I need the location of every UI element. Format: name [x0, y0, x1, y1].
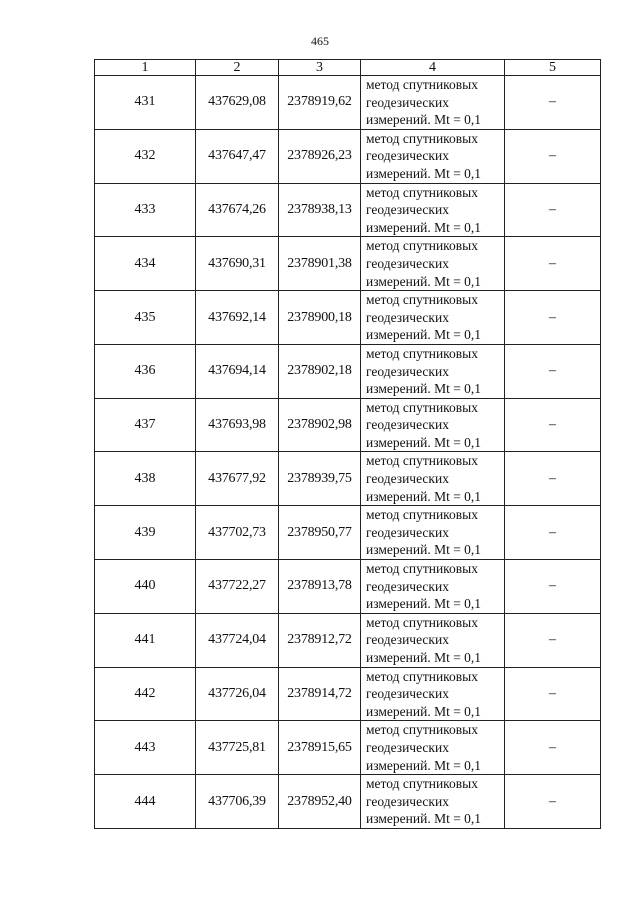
method-line: метод спутниковых: [366, 238, 478, 254]
method-line: геодезических: [366, 363, 449, 379]
method-cell: [361, 613, 505, 667]
y-coordinate-cell: 2378939,75: [279, 452, 361, 506]
table-row: [95, 667, 601, 721]
x-coordinate-cell: 437726,04: [196, 667, 279, 721]
x-coordinate-cell: 437647,47: [196, 129, 279, 183]
y-coordinate-cell: 2378915,65: [279, 721, 361, 775]
x-coordinate-cell: 437724,04: [196, 613, 279, 667]
column-header-3: 3: [279, 60, 361, 76]
note-cell: –: [505, 506, 601, 560]
x-coordinate-cell: 437690,31: [196, 237, 279, 291]
table-row: [95, 560, 601, 614]
method-line: геодезических: [366, 632, 449, 648]
method-cell: [361, 452, 505, 506]
table-header-row: [95, 60, 601, 76]
table-row: [95, 398, 601, 452]
method-line: измерений. Mt = 0,1: [366, 757, 482, 773]
note-cell: –: [505, 183, 601, 237]
table-row: [95, 76, 601, 130]
table-row: [95, 775, 601, 829]
point-number-cell: 438: [95, 452, 196, 506]
point-number-cell: 439: [95, 506, 196, 560]
method-line: геодезических: [366, 471, 449, 487]
method-line: метод спутниковых: [366, 77, 478, 92]
method-line: измерений. Mt = 0,1: [366, 596, 482, 612]
method-cell: [361, 560, 505, 614]
method-line: метод спутниковых: [366, 561, 478, 577]
x-coordinate-cell: 437725,81: [196, 721, 279, 775]
method-line: метод спутниковых: [366, 668, 478, 684]
table-row: [95, 183, 601, 237]
method-line: геодезических: [366, 309, 449, 325]
note-cell: –: [505, 398, 601, 452]
method-line: измерений. Mt = 0,1: [366, 381, 482, 397]
method-line: геодезических: [366, 255, 449, 271]
method-cell: [361, 183, 505, 237]
method-line: геодезических: [366, 524, 449, 540]
column-header-1: 1: [95, 60, 196, 76]
y-coordinate-cell: 2378900,18: [279, 291, 361, 345]
method-line: геодезических: [366, 202, 449, 218]
note-cell: –: [505, 452, 601, 506]
table-row: [95, 613, 601, 667]
y-coordinate-cell: 2378952,40: [279, 775, 361, 829]
y-coordinate-cell: 2378913,78: [279, 560, 361, 614]
point-number-cell: 435: [95, 291, 196, 345]
point-number-cell: 440: [95, 560, 196, 614]
method-line: геодезических: [366, 739, 449, 755]
method-cell: [361, 76, 505, 130]
note-cell: –: [505, 291, 601, 345]
point-number-cell: 443: [95, 721, 196, 775]
column-header-4: 4: [361, 60, 505, 76]
method-line: геодезических: [366, 417, 449, 433]
method-cell: [361, 506, 505, 560]
y-coordinate-cell: 2378914,72: [279, 667, 361, 721]
page-number: 465: [311, 34, 329, 48]
table-row: [95, 129, 601, 183]
method-line: метод спутниковых: [366, 292, 478, 308]
method-line: измерений. Mt = 0,1: [366, 327, 482, 343]
method-cell: [361, 398, 505, 452]
x-coordinate-cell: 437693,98: [196, 398, 279, 452]
x-coordinate-cell: 437694,14: [196, 344, 279, 398]
method-line: метод спутниковых: [366, 507, 478, 523]
method-line: измерений. Mt = 0,1: [366, 273, 482, 289]
method-line: измерений. Mt = 0,1: [366, 811, 482, 827]
method-line: метод спутниковых: [366, 614, 478, 630]
point-number-cell: 432: [95, 129, 196, 183]
table-row: [95, 452, 601, 506]
y-coordinate-cell: 2378901,38: [279, 237, 361, 291]
point-number-cell: 431: [95, 76, 196, 130]
y-coordinate-cell: 2378919,62: [279, 76, 361, 130]
note-cell: –: [505, 76, 601, 130]
table-row: [95, 291, 601, 345]
point-number-cell: 436: [95, 344, 196, 398]
method-line: измерений. Mt = 0,1: [366, 703, 482, 719]
y-coordinate-cell: 2378950,77: [279, 506, 361, 560]
method-line: измерений. Mt = 0,1: [366, 434, 482, 450]
x-coordinate-cell: 437692,14: [196, 291, 279, 345]
y-coordinate-cell: 2378912,72: [279, 613, 361, 667]
point-number-cell: 434: [95, 237, 196, 291]
x-coordinate-cell: 437677,92: [196, 452, 279, 506]
table-row: [95, 721, 601, 775]
method-cell: [361, 237, 505, 291]
note-cell: –: [505, 560, 601, 614]
point-number-cell: 442: [95, 667, 196, 721]
table-row: [95, 344, 601, 398]
point-number-cell: 437: [95, 398, 196, 452]
method-line: измерений. Mt = 0,1: [366, 650, 482, 665]
x-coordinate-cell: 437722,27: [196, 560, 279, 614]
method-line: измерений. Mt = 0,1: [366, 219, 482, 235]
method-line: метод спутниковых: [366, 345, 478, 361]
note-cell: –: [505, 667, 601, 721]
method-cell: [361, 667, 505, 721]
method-cell: [361, 291, 505, 345]
y-coordinate-cell: 2378926,23: [279, 129, 361, 183]
method-line: метод спутниковых: [366, 399, 478, 415]
method-cell: [361, 344, 505, 398]
method-line: метод спутниковых: [366, 776, 478, 792]
y-coordinate-cell: 2378902,18: [279, 344, 361, 398]
x-coordinate-cell: 437702,73: [196, 506, 279, 560]
method-cell: [361, 129, 505, 183]
table-row: [95, 506, 601, 560]
y-coordinate-cell: 2378938,13: [279, 183, 361, 237]
method-line: геодезических: [366, 148, 449, 164]
method-line: геодезических: [366, 94, 449, 110]
method-line: измерений. Mt = 0,1: [366, 488, 482, 504]
point-number-cell: 444: [95, 775, 196, 829]
note-cell: –: [505, 237, 601, 291]
x-coordinate-cell: 437674,26: [196, 183, 279, 237]
method-line: измерений. Mt = 0,1: [366, 112, 482, 128]
method-line: метод спутниковых: [366, 453, 478, 469]
y-coordinate-cell: 2378902,98: [279, 398, 361, 452]
method-line: геодезических: [366, 686, 449, 702]
point-number-cell: 441: [95, 613, 196, 667]
table-row: [95, 237, 601, 291]
method-line: геодезических: [366, 793, 449, 809]
column-header-2: 2: [196, 60, 279, 76]
method-line: метод спутниковых: [366, 130, 478, 146]
point-number-cell: 433: [95, 183, 196, 237]
column-header-5: 5: [505, 60, 601, 76]
note-cell: –: [505, 775, 601, 829]
method-cell: [361, 775, 505, 829]
table-body: [95, 76, 601, 829]
note-cell: –: [505, 344, 601, 398]
method-cell: [361, 721, 505, 775]
note-cell: –: [505, 721, 601, 775]
x-coordinate-cell: 437629,08: [196, 76, 279, 130]
method-line: измерений. Mt = 0,1: [366, 542, 482, 558]
coordinates-table: [94, 59, 601, 829]
method-line: метод спутниковых: [366, 722, 478, 738]
note-cell: –: [505, 129, 601, 183]
method-line: метод спутниковых: [366, 184, 478, 200]
method-line: измерений. Mt = 0,1: [366, 165, 482, 181]
note-cell: –: [505, 613, 601, 667]
x-coordinate-cell: 437706,39: [196, 775, 279, 829]
method-line: геодезических: [366, 578, 449, 594]
